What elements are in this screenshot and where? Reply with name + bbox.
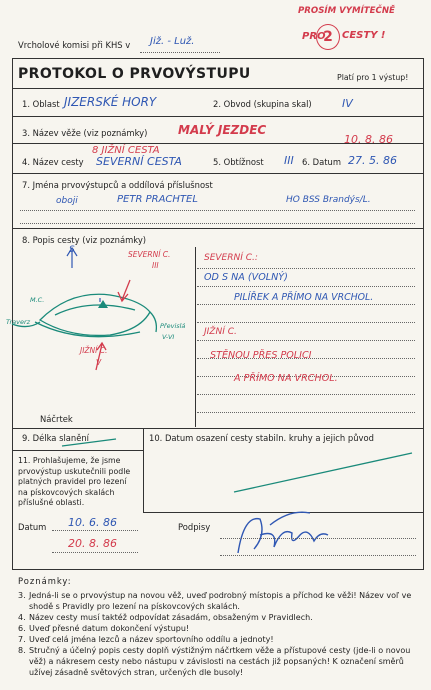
route-sketch <box>0 240 196 390</box>
handwritten-request-line2: PRO <box>302 31 326 42</box>
datum-label: Datum <box>18 522 47 532</box>
commission-value: Již. - Luž. <box>150 36 195 47</box>
field-5-label: 5. Obtížnost <box>213 157 264 167</box>
field-10-label: 10. Datum osazení cesty stabiln. kruhy a jejich původ <box>149 433 374 443</box>
signatures-label: Podpisy <box>178 522 211 532</box>
field-4-value-red: 8 JIŽNÍ CESTA <box>92 145 160 156</box>
sketch-left-label1: M.C. <box>30 296 45 304</box>
north-route-line2: PILÍŘEK A PŘÍMO NA VRCHOL. <box>234 292 374 303</box>
field-10-strike <box>232 450 417 495</box>
sketch-north-grade: III <box>152 261 159 270</box>
south-route-title: JIŽNÍ C. <box>204 327 237 337</box>
south-route-line1: STĚNOU PŘES POLICI <box>210 350 312 361</box>
datum-value-2: 20. 8. 86 <box>68 537 117 550</box>
field-9-label: 9. Délka slanění <box>22 433 89 443</box>
field-7-prefix: oboji <box>56 196 78 206</box>
compass-north-label: S <box>69 245 75 255</box>
field-1-label: 1. Oblast <box>22 99 60 109</box>
datum-value-1: 10. 6. 86 <box>68 516 117 529</box>
field-8-label: 8. Popis cesty (viz poznámky) <box>22 235 147 245</box>
field-5-value: III <box>284 154 294 167</box>
field-9-strike <box>60 436 120 448</box>
field-3-value: MALÝ JEZDEC <box>178 123 267 137</box>
field-2-label: 2. Obvod (skupina skal) <box>213 99 312 109</box>
field-2-value: IV <box>342 97 353 110</box>
field-3-label: 3. Název věže (viz poznámky) <box>22 128 148 138</box>
field-7-value: PETR PRACHTEL <box>117 194 198 205</box>
south-route-line2: A PŘÍMO NA VRCHOL. <box>234 373 338 384</box>
north-route-title: SEVERNÍ C.: <box>204 253 258 263</box>
commission-label: Vrcholové komisi při KHS v <box>18 40 131 50</box>
field-7-label: 7. Jména prvovýstupců a oddílová příslušnost <box>22 180 213 190</box>
sketch-south-grade: V <box>96 358 102 367</box>
sketch-label: Náčrtek <box>40 414 73 424</box>
sketch-north-label: SEVERNÍ C. <box>128 250 171 259</box>
sketch-left-label2: Traverz <box>6 318 31 326</box>
field-3-date: 10. 8. 86 <box>344 133 393 146</box>
field-6-label: 6. Datum <box>302 157 341 167</box>
field-7-club: HO BSS Brandýs/L. <box>286 195 371 205</box>
sketch-south-label: JIŽNÍ C. <box>80 346 108 355</box>
field-4-label: 4. Název cesty <box>22 157 84 167</box>
field-11-statement: 11. Prohlašujeme, že jsme prvovýstup uskutečnili podle platných pravidel pro lezení na pískovcových skalách příslušné oblasti. <box>18 456 131 507</box>
sketch-right-label1: Převislá <box>160 322 186 330</box>
handwritten-request-line1: PROSÍM VYMÍTEČNĚ <box>298 6 395 16</box>
valid-for-note: Platí pro 1 výstup! <box>337 73 409 82</box>
field-4-value: SEVERNÍ CESTA <box>96 155 182 168</box>
notes-heading: Poznámky: <box>18 576 72 586</box>
field-6-value: 27. 5. 86 <box>348 154 397 167</box>
handwritten-circled-number: 2 <box>316 24 340 50</box>
page-title: PROTOKOL O PRVOVÝSTUPU <box>18 66 251 82</box>
north-route-line1: OD S NA (VOLNÝ) <box>204 272 288 283</box>
handwritten-request-line3: CESTY ! <box>342 30 386 41</box>
sketch-right-label2: V-VI <box>162 333 175 341</box>
field-1-value: JIZERSKÉ HORY <box>64 95 157 109</box>
